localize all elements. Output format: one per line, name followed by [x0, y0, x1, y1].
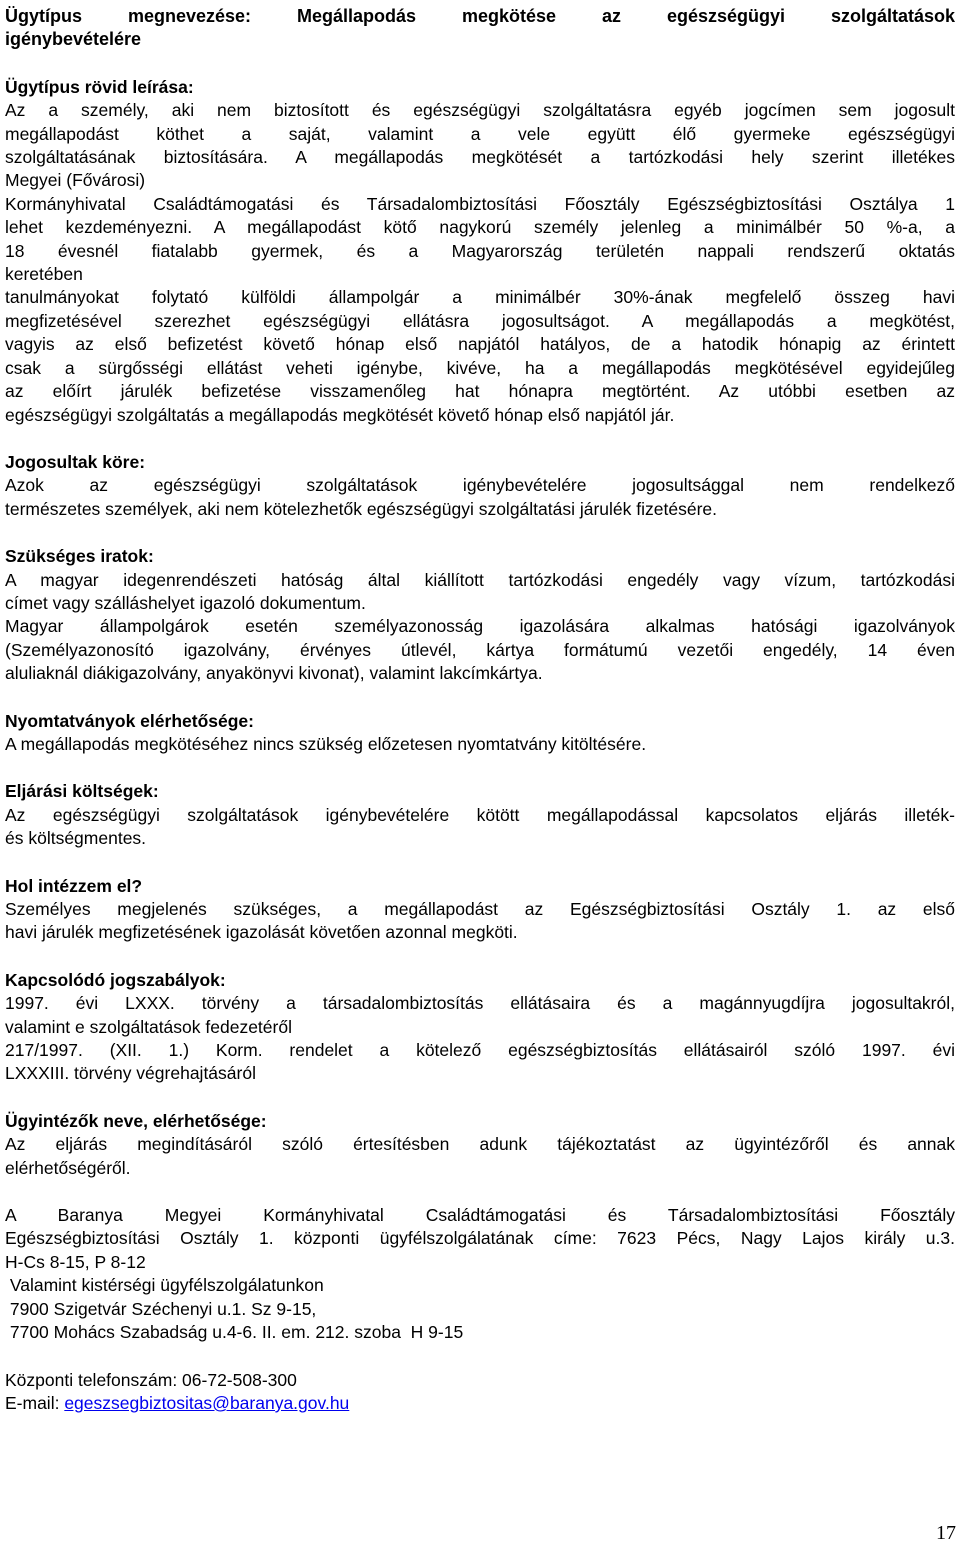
email-link[interactable]: egeszsegbiztositas@baranya.gov.hu — [64, 1392, 350, 1413]
clerks-line: elérhetőségéről. — [5, 1157, 131, 1178]
short-description-line: az előírt járulék befizetése visszamenőleg hat hónapra megtörtént. Az utóbbi esetben az — [5, 381, 955, 402]
eligible-heading: Jogosultak köre: — [5, 451, 146, 472]
documents-line: aluliaknál diákigazolvány, anyakönyvi kivonat), valamint lakcímkártya. — [5, 663, 543, 684]
laws-line: valamint e szolgáltatások fedezetéről — [5, 1016, 292, 1037]
contact-line: Valamint kistérségi ügyfélszolgálatunkon — [5, 1275, 324, 1296]
laws-line: LXXXIII. törvény végrehajtásáról — [5, 1063, 256, 1084]
contact-line: Egészségbiztosítási Osztály 1. központi ügyfélszolgálatának címe: 7623 Pécs, Nagy Lajos király u.3. — [5, 1228, 955, 1249]
short-description-line: megfizetésével szerezhet egészségügyi ellátásra jogosultságot. A megállapodás a megkötést, — [5, 310, 955, 331]
short-description-line: Kormányhivatal Családtámogatási és Társadalombiztosítási Főosztály Egészségbiztosítási Osztálya 1 — [5, 193, 955, 214]
email-label: E-mail: — [5, 1392, 65, 1413]
contact-line: A Baranya Megyei Kormányhivatal Családtámogatási és Társadalombiztosítási Főosztály — [5, 1205, 955, 1226]
where-line: havi járulék megfizetésének igazolását követően azonnal megköti. — [5, 922, 518, 943]
title-line-1: Ügytípus megnevezése: Megállapodás megkötése az egészségügyi szolgáltatások — [5, 6, 955, 26]
short-description-line: megállapodást köthet a saját, valamint a vele együtt élő gyermeke egészségügyi — [5, 123, 955, 144]
costs-heading: Eljárási költségek: — [5, 781, 159, 802]
short-description-line: csak a sürgősségi ellátást veheti igénybe, kivéve, ha a megállapodás megkötésével egyidejűleg — [5, 357, 955, 378]
short-description-line: vagyis az első befizetést követő hónap első napjától hatályos, de a hatodik hónapig az érintett — [5, 334, 955, 355]
laws-heading: Kapcsolódó jogszabályok: — [5, 969, 226, 990]
contact-hours: H-Cs 8-15, P 8-12 — [5, 1251, 146, 1272]
documents-heading: Szükséges iratok: — [5, 546, 154, 567]
documents-line: A magyar idegenrendészeti hatóság által kiállított tartózkodási engedély vagy vízum, tartózkodási — [5, 569, 955, 590]
short-description-line: lehet kezdeményezni. A megállapodást kötő nagykorú személy jelenleg a minimálbér 50 %-a, a — [5, 217, 955, 238]
documents-line: Magyar állampolgárok esetén személyazonosság igazolására alkalmas hatósági igazolványok — [5, 616, 955, 637]
short-description-line: Az a személy, aki nem biztosított és egészségügyi szolgáltatásra egyéb jogcímen sem jogosult — [5, 100, 955, 121]
short-description-line: keretében — [5, 264, 83, 285]
page-number: 17 — [936, 1522, 956, 1544]
forms-heading: Nyomtatványok elérhetősége: — [5, 710, 254, 731]
short-description-line: egészségügyi szolgáltatás a megállapodás megkötését követő hónap első napjától jár. — [5, 404, 675, 425]
where-heading: Hol intézzem el? — [5, 875, 143, 896]
document-page — [5, 5, 955, 1415]
eligible-line: természetes személyek, aki nem kötelezhetők egészségügyi szolgáltatási járulék fizetésére. — [5, 498, 718, 519]
documents-line: (Személyazonosító igazolvány, érvényes útlevél, kártya formátumú vezetői engedély, 14 éven — [5, 639, 955, 660]
forms-line: A megállapodás megkötéséhez nincs szükség előzetesen nyomtatvány kitöltésére. — [5, 733, 647, 754]
short-description-line: tanulmányokat folytató külföldi állampolgár a minimálbér 30%-ának megfelelő összeg havi — [5, 287, 955, 308]
title-line-2: igénybevételére — [5, 29, 142, 50]
costs-line: Az egészségügyi szolgáltatások igénybevételére kötött megállapodással kapcsolatos eljárás illeték- — [5, 804, 955, 825]
phone-line: Központi telefonszám: 06-72-508-300 — [5, 1369, 297, 1390]
short-description-line: 18 évesnél fiatalabb gyermek, és a Magyarország területén nappali rendszerű oktatás — [5, 240, 955, 261]
eligible-line: Azok az egészségügyi szolgáltatások igénybevételére jogosultsággal nem rendelkező — [5, 475, 955, 496]
short-description-line: szolgáltatásának biztosítására. A megállapodás megkötését a tartózkodási hely szerint illetékes — [5, 147, 955, 168]
clerks-line: Az eljárás megindításáról szóló értesítésben adunk tájékoztatást az ügyintézőről és annak — [5, 1134, 955, 1155]
documents-line: címet vagy szálláshelyet igazoló dokumentum. — [5, 592, 366, 613]
short-description-heading: Ügytípus rövid leírása: — [5, 76, 194, 97]
clerks-heading: Ügyintézők neve, elérhetősége: — [5, 1110, 267, 1131]
contact-address: 7700 Mohács Szabadság u.4-6. II. em. 212. szoba H 9-15 — [5, 1322, 464, 1343]
email-line — [5, 1392, 955, 1415]
laws-line: 217/1997. (XII. 1.) Korm. rendelet a kötelező egészségbiztosítás ellátásairól szóló 1997. évi — [5, 1040, 955, 1061]
short-description-line: Megyei (Fővárosi) — [5, 170, 146, 191]
laws-line: 1997. évi LXXX. törvény a társadalombiztosítás ellátásaira és a magánnyugdíjra jogosultakról, — [5, 993, 955, 1014]
costs-line: és költségmentes. — [5, 828, 147, 849]
contact-address: 7900 Szigetvár Széchenyi u.1. Sz 9-15, — [5, 1298, 317, 1319]
where-line: Személyes megjelenés szükséges, a megállapodást az Egészségbiztosítási Osztály 1. az első — [5, 899, 955, 919]
